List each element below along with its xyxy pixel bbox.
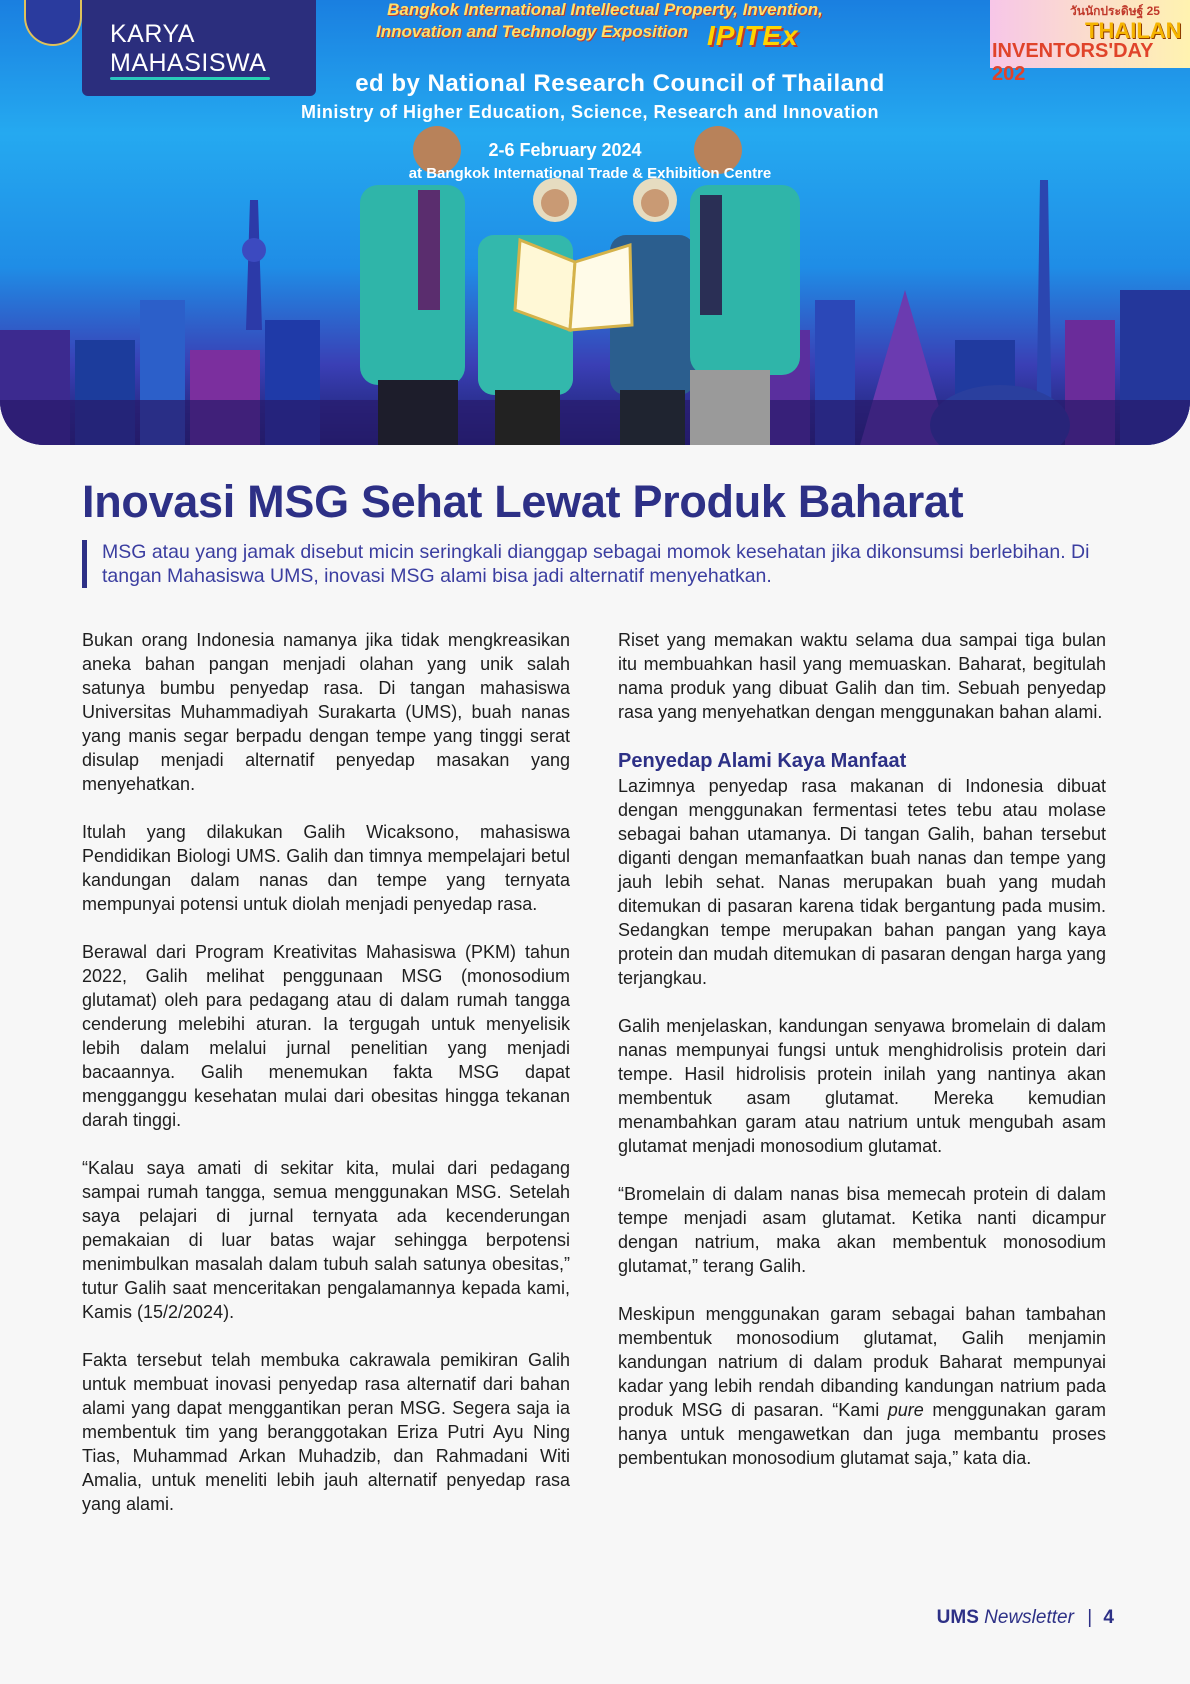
paragraph-last-text-end: menggunakan garam hanya untuk mengawetkan dan juga membantu proses pembentukan monosodium glutamat saja,” kata dia. <box>618 1400 1106 1468</box>
paragraph: Riset yang memakan waktu selama dua sampai tiga bulan itu membuahkan hasil yang memuaskan. Baharat, begitulah nama produk yang dibuat Galih dan tim. Sebuah penyedap rasa yang menyehatkan dengan menggunakan bahan alami. <box>618 630 1106 722</box>
paragraph: Itulah yang dilakukan Galih Wicaksono, mahasiswa Pendidikan Biologi UMS. Galih dan timnya mempelajari betul kandungan dalam nanas dan tempe yang ternyata mempunyai potensi untuk diolah menjadi penyedap rasa. <box>82 822 570 914</box>
banner-dates: 2-6 February 2024 <box>488 140 642 160</box>
left-column <box>82 628 570 1540</box>
footer-name: Newsletter <box>984 1607 1074 1628</box>
banner-venue: at Bangkok International Trade & Exhibition Centre <box>408 165 772 182</box>
section-tag <box>82 0 316 96</box>
paragraph-last-text: Meskipun menggunakan garam sebagai bahan tambahan membentuk monosodium glutamat, Galih menjamin kandungan natrium di dalam produk Baharat mempunyai kadar yang lebih rendah dibanding kandungan natrium pada produk MSG di pasaran. “Kami <box>618 1304 1106 1420</box>
article-lead: MSG atau yang jamak disebut micin seringkali dianggap sebagai momok kesehatan jika dikonsumsi berlebihan. Di tangan Mahasiswa UMS, inovasi MSG alami bisa jadi alternatif menyehatkan. <box>82 540 1122 588</box>
paragraph: “Bromelain di dalam nanas bisa memecah protein di dalam tempe menjadi asam glutamat. Ketika nanti dicampur dengan natrium, maka akan membentuk monosodium glutamat,” terang Galih. <box>618 1184 1106 1276</box>
paragraph-last <box>618 1302 1106 1470</box>
paragraph: Bukan orang Indonesia namanya jika tidak mengkreasikan aneka bahan pangan menjadi olahan yang unik salah satunya bumbu penyedap rasa. Di tangan mahasiswa Universitas Muhammadiyah Surakarta (UMS), buah nanas yang manis segar berpadu dengan tempe yang tinggi serat disulap menjadi alternatif penyedap masakan yang menyehatkan. <box>82 630 570 794</box>
section-tag-line1: KARYA <box>110 20 195 48</box>
article-title: Inovasi MSG Sehat Lewat Produk Baharat <box>82 476 964 527</box>
paragraph: Berawal dari Program Kreativitas Mahasiswa (PKM) tahun 2022, Galih melihat penggunaan MSG (monosodium glutamat) oleh para pedagang atau di dalam rumah tangga cenderung melebihi aturan. Ia tergugah untuk menyelisik lebih dalam melalui jurnal penelitian yang menjadi bacaannya. Galih menemukan fakta MSG dapat mengganggu kesehatan mulai dari obesitas hingga tekanan darah tinggi. <box>82 942 570 1130</box>
banner-ministry: Ministry of Higher Education, Science, Research and Innovation <box>300 102 880 122</box>
banner-line2: Innovation and Technology Exposition <box>376 22 688 41</box>
banner-line1: Bangkok International Intellectual Property, Invention, <box>387 0 823 19</box>
banner-organizer: ed by National Research Council of Thailand <box>355 70 885 97</box>
subheading: Penyedap Alami Kaya Manfaat <box>618 750 907 772</box>
paragraph: Lazimnya penyedap rasa makanan di Indonesia dibuat dengan menggunakan fermentasi tetes tebu atau molase sebagai bahan utamanya. Di tangan Galih, bahan tersebut diganti dengan memanfaatkan buah nanas dan tempe yang jauh lebih sehat. Nanas merupakan buah yang mudah ditemukan di pasaran karena tidak bergantung pada musim. Sedangkan tempe merupakan bahan pangan yang kaya protein dan mudah ditemukan di pasaran dengan harga yang terjangkau. <box>618 776 1106 988</box>
ipitex-logo: IPITEx <box>707 20 799 51</box>
page-footer <box>937 1607 1114 1629</box>
section-tag-line2: MAHASISWA <box>110 49 267 77</box>
footer-separator: | <box>1087 1607 1093 1628</box>
paragraph: “Kalau saya amati di sekitar kita, mulai dari pedagang sampai rumah tangga, semua menggunakan MSG. Setelah saya pelajari di jurnal ternyata ada kecenderungan pemakaian di luar batas wajar sehingga berpotensi menimbulkan masalah dalam tubuh salah satunya obesitas,” tutur Galih saat menceritakan pengalamannya kepada kami, Kamis (15/2/2024). <box>82 1158 570 1322</box>
paragraph: Galih menjelaskan, kandungan senyawa bromelain di dalam nanas mempunyai fungsi untuk menghidrolisis protein dari tempe. Hasil hidrolisis protein inilah yang nantinya akan membentuk asam glutamat. Mereka kemudian menambahkan garam atau natrium untuk mengubah asam glutamat menjadi monosodium glutamat. <box>618 1016 1106 1156</box>
italic-word: pure <box>887 1400 924 1420</box>
badge-inventors-text: INVENTORS'DAY 202 <box>992 40 1154 85</box>
page-number: 4 <box>1103 1607 1114 1628</box>
badge-thai-text: วันนักประดิษฐ์ 25 <box>1070 4 1160 18</box>
right-column <box>618 628 1106 1494</box>
badge-thailand-text: THAILAN <box>1085 18 1182 43</box>
paragraph: Fakta tersebut telah membuka cakrawala pemikiran Galih untuk membuat inovasi penyedap rasa alternatif dari bahan alami yang dapat menggantikan peran MSG. Segera saja ia membentuk tim yang beranggotakan Eriza Putri Ayu Ning Tias, Muhammad Arkan Muhadzib, dan Rahmadani Witi Amalia, untuk meneliti lebih jauh alternatif penyedap rasa yang alami. <box>82 1350 570 1514</box>
footer-brand: UMS <box>936 1607 979 1628</box>
section-tag-underline <box>110 77 270 80</box>
